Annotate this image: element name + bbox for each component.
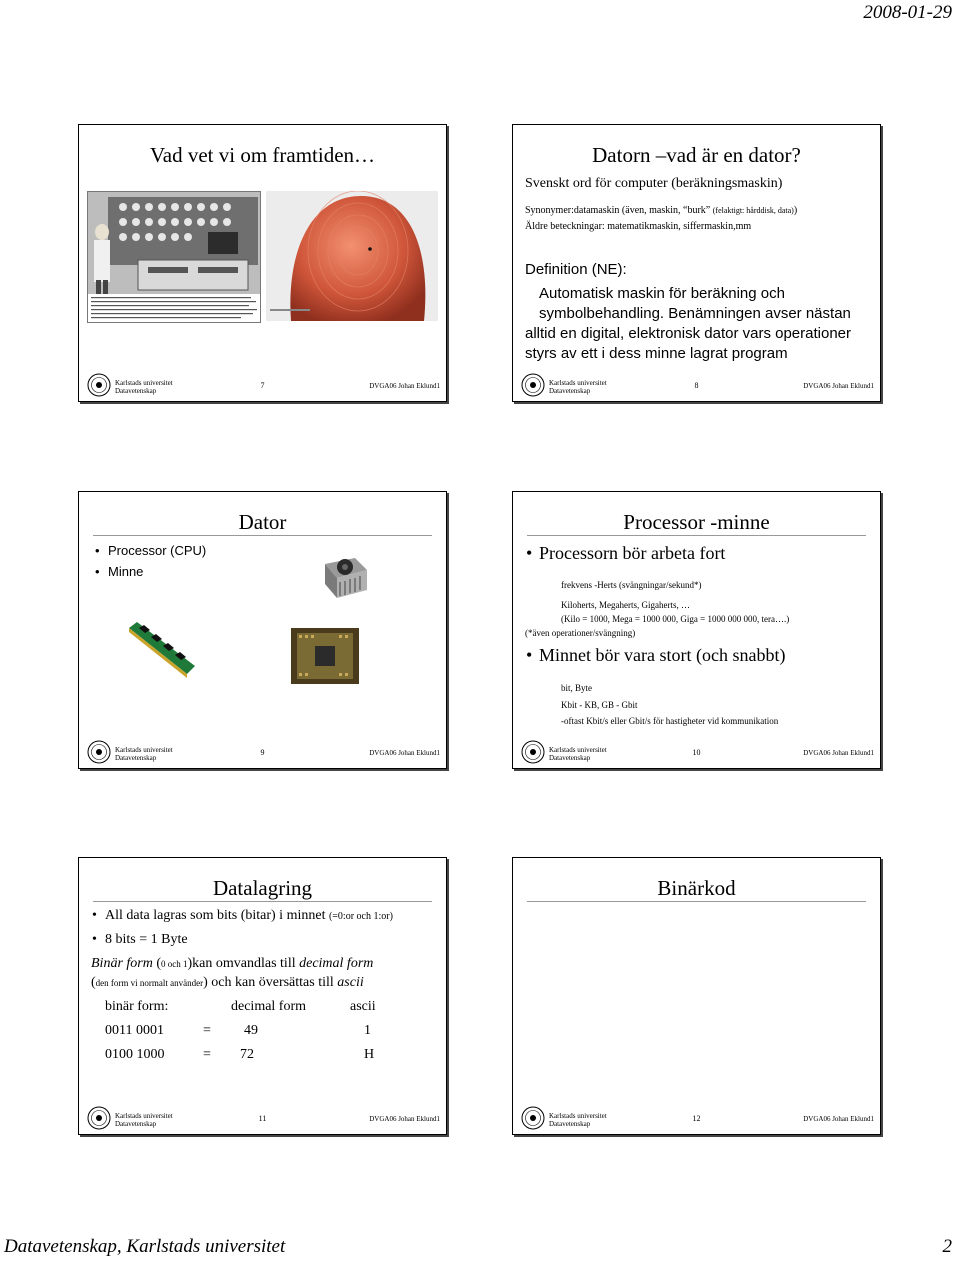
- row-1-decimal: 49: [244, 1023, 258, 1038]
- sub-speeds: -oftast Kbit/s eller Gbit/s för hastigheter vid kommunikation: [561, 716, 779, 726]
- footer-university: Karlstads universitet: [549, 746, 607, 754]
- slide-title: Binärkod: [657, 876, 736, 900]
- bullet-processor-speed: • Processorn bör arbeta fort: [539, 543, 725, 564]
- bullet-processor: • Processor (CPU): [108, 543, 206, 558]
- slide-number: 7: [260, 381, 265, 390]
- page-number: 2: [942, 1236, 952, 1257]
- bullet-memory-size: • Minnet bör vara stort (och snabbt): [539, 645, 785, 666]
- sub-frequency: frekvens -Herts (svängningar/sekund*): [561, 580, 702, 590]
- row-2-decimal: 72: [240, 1047, 254, 1062]
- slide-title: Vad vet vi om framtiden…: [149, 143, 376, 167]
- slide-10: [512, 491, 881, 769]
- sub-bit-byte: bit, Byte: [561, 683, 592, 693]
- slide-12: [512, 857, 881, 1135]
- footer-university: Karlstads universitet: [549, 1112, 607, 1120]
- slide-11: [78, 857, 447, 1135]
- row-2-binary: 0100 1000: [105, 1047, 165, 1062]
- footer-author: DVGA06 Johan Eklund1: [803, 382, 874, 390]
- footer-author: DVGA06 Johan Eklund1: [369, 749, 440, 757]
- definition-line-3: alltid en digital, elektronisk dator vars operationer: [525, 325, 852, 342]
- slide-footer: [79, 1104, 446, 1134]
- ascii-translate: ) och kan översättas till: [203, 975, 338, 990]
- title-rule: [527, 901, 866, 902]
- bullet-bits-note: (=0:or och 1:or): [328, 911, 393, 922]
- footer-university: Karlstads universitet: [115, 746, 173, 754]
- slide-footer: [79, 738, 446, 768]
- footer-author: DVGA06 Johan Eklund1: [369, 1115, 440, 1123]
- slide-footer: [513, 738, 880, 768]
- sub-units: Kiloherts, Megaherts, Gigaherts, …: [561, 600, 690, 610]
- row-1-equals: =: [203, 1023, 211, 1038]
- title-rule: [93, 535, 432, 536]
- slide-footer: [79, 371, 446, 401]
- slide-title: Processor -minne: [623, 510, 770, 534]
- definition-line-1: Automatisk maskin för beräkning och: [539, 285, 785, 302]
- binary-form-term: Binär form: [91, 956, 153, 971]
- ascii-open: (: [91, 975, 96, 990]
- bullet-bits: [105, 908, 393, 924]
- page-date: 2008-01-29: [863, 2, 952, 23]
- title-rule: [93, 901, 432, 902]
- footer-department: Datavetenskap: [115, 1120, 157, 1128]
- cpu-fan-image: [315, 550, 369, 602]
- footer-author: DVGA06 Johan Eklund1: [803, 749, 874, 757]
- processor-chip-image: [289, 626, 361, 686]
- row-1-binary: 0011 0001: [105, 1023, 164, 1038]
- synonyms-line: [525, 205, 797, 216]
- synonyms-note: (felaktigt: hårddisk, data): [712, 206, 794, 215]
- slide-number: 10: [692, 748, 701, 757]
- footer-department: Datavetenskap: [115, 754, 157, 762]
- slide-number: 9: [260, 748, 265, 757]
- footer-author: DVGA06 Johan Eklund1: [369, 382, 440, 390]
- footer-university: Karlstads universitet: [115, 379, 173, 387]
- page-footer-text: Datavetenskap, Karlstads universitet: [4, 1236, 286, 1257]
- slide-7: [78, 124, 447, 402]
- slide-number: 12: [692, 1114, 701, 1123]
- slide-footer: [513, 371, 880, 401]
- synonyms-close: ): [793, 205, 798, 216]
- decimal-form-term: decimal form: [299, 956, 374, 971]
- row-1-ascii: 1: [364, 1023, 371, 1038]
- definition-line-4: styrs av ett i dess minne lagrat program: [525, 345, 788, 362]
- footer-department: Datavetenskap: [115, 387, 157, 395]
- ascii-line: [91, 975, 364, 991]
- footer-department: Datavetenskap: [549, 754, 591, 762]
- sub-kbit: Kbit - KB, GB - Gbit: [561, 700, 638, 710]
- bullet-memory: • Minne: [108, 564, 143, 579]
- binary-form-convert: )kan omvandlas till: [187, 956, 300, 971]
- table-header-binary: binär form:: [105, 999, 169, 1014]
- slide-title: Datorn –vad är en dator?: [592, 143, 801, 167]
- ascii-term: ascii: [337, 975, 364, 990]
- slide-title: Dator: [238, 510, 287, 534]
- memory-module-image: [127, 622, 197, 680]
- definition-line-2: symbolbehandling. Benämningen avser nästan: [539, 305, 851, 322]
- footer-author: DVGA06 Johan Eklund1: [803, 1115, 874, 1123]
- fingertip-photo: [266, 191, 438, 321]
- sub-note: (*även operationer/svängning): [525, 628, 636, 638]
- ascii-note: den form vi normalt använder: [95, 978, 204, 988]
- slide-footer: [513, 1104, 880, 1134]
- older-terms-line: Äldre beteckningar: matematikmaskin, siffermaskin,mm: [525, 221, 752, 232]
- slide-title: Datalagring: [212, 876, 313, 900]
- sub-prefixes: (Kilo = 1000, Mega = 1000 000, Giga = 1000 000 000, tera….): [561, 614, 790, 624]
- table-header-decimal: decimal form: [231, 999, 307, 1014]
- synonyms-text: Synonymer:datamaskin (även, maskin, “burk”: [525, 205, 711, 216]
- row-2-ascii: H: [364, 1047, 375, 1062]
- footer-department: Datavetenskap: [549, 1120, 591, 1128]
- row-2-equals: =: [203, 1047, 211, 1062]
- eniac-photo: [87, 191, 261, 323]
- slide-8: [512, 124, 881, 402]
- title-rule: [527, 535, 866, 536]
- slide-number: 11: [258, 1114, 267, 1123]
- definition-label: Definition (NE):: [525, 261, 627, 278]
- binary-form-digits: 0 och 1: [161, 959, 188, 969]
- footer-university: Karlstads universitet: [549, 379, 607, 387]
- slide-9: [78, 491, 447, 769]
- slide-number: 8: [694, 381, 699, 390]
- table-header-ascii: ascii: [350, 999, 376, 1014]
- computer-room-illustration: [88, 192, 260, 322]
- bullet-bits-text: All data lagras som bits (bitar) i minnet: [105, 908, 326, 923]
- slide-subtitle: Svenskt ord för computer (beräkningsmaskin): [525, 176, 783, 191]
- footer-department: Datavetenskap: [549, 387, 591, 395]
- fingertip-illustration: [266, 191, 438, 321]
- binary-form-open: (: [152, 956, 162, 971]
- binary-form-line: [91, 956, 373, 972]
- footer-university: Karlstads universitet: [115, 1112, 173, 1120]
- bullet-byte: • 8 bits = 1 Byte: [105, 932, 188, 948]
